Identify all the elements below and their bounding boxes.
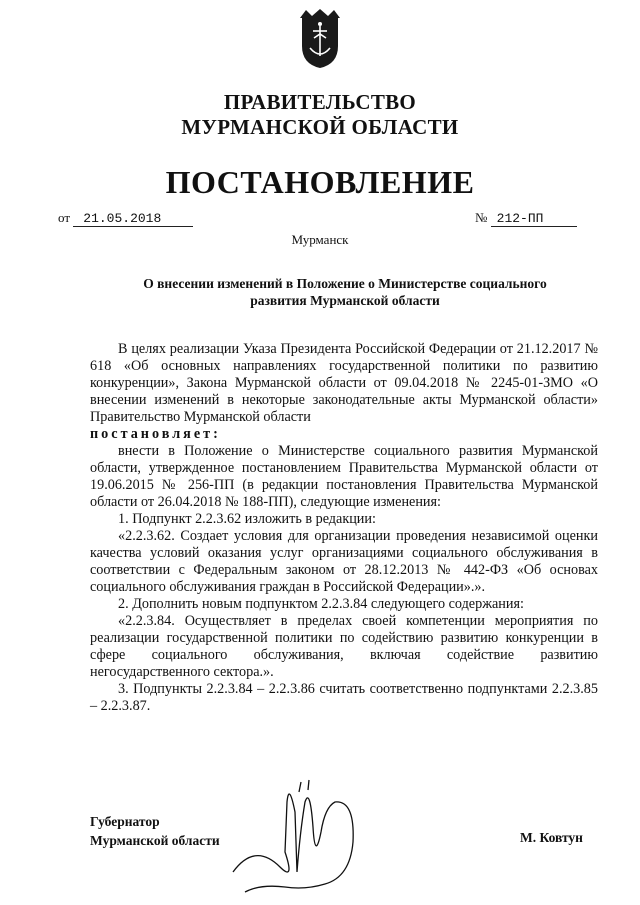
resolves-word: постановляет: bbox=[90, 426, 221, 442]
signatory-title bbox=[90, 812, 220, 850]
coat-of-arms-emblem bbox=[298, 8, 342, 70]
item-1-text: «2.2.3.62. Создает условия для организации проведения независимой оценки качества условий оказания услуг организациями социального обслуживания в соответствии с Федеральным законом от 28.12.2013 № 442-ФЗ «Об основах социального обслуживания граждан в Российской Федерации».». bbox=[90, 528, 598, 595]
handwritten-signature bbox=[225, 772, 375, 900]
item-2-text: «2.2.3.84. Осуществляет в пределах своей компетенции мероприятия по реализации государственной политики по содействию развитию конкуренции в сфере социального обслуживания, включая содействие развитию негосударственного сектора.». bbox=[90, 613, 598, 680]
item-1: 1. Подпункт 2.2.3.62 изложить в редакции: bbox=[118, 511, 376, 527]
document-type-title: ПОСТАНОВЛЕНИЕ bbox=[165, 164, 475, 200]
government-title-line2: МУРМАНСКОЙ ОБЛАСТИ bbox=[181, 115, 459, 139]
decree-body bbox=[90, 341, 598, 715]
item-3: 3. Подпункты 2.2.3.84 – 2.2.3.86 считать соответственно подпунктами 2.2.3.85 – 2.2.3.87. bbox=[90, 681, 598, 714]
date-prefix: от bbox=[58, 210, 71, 225]
signatory-title-line2: Мурманской области bbox=[90, 833, 220, 848]
number-prefix: № bbox=[475, 210, 488, 225]
subject-line1: О внесении изменений в Положение о Министерстве социального bbox=[143, 276, 547, 291]
intro-paragraph: В целях реализации Указа Президента Российской Федерации от 21.12.2017 № 618 «Об основных направлениях государственной политики по развитию конкуренции», Закона Мурманской области от 09.04.2018 № 2245-01-ЗМО «О внесении изменений в некоторые законодательные акты Мурманской области» Правительство Мурманской области bbox=[90, 341, 598, 425]
signatory-name: М. Ковтун bbox=[520, 830, 583, 845]
government-title-line1: ПРАВИТЕЛЬСТВО bbox=[223, 90, 417, 114]
decree-date bbox=[58, 210, 193, 227]
subject-line2: развития Мурманской области bbox=[250, 293, 440, 308]
number-value: 212-ПП bbox=[491, 211, 577, 227]
date-value: 21.05.2018 bbox=[73, 211, 193, 227]
decree-subject bbox=[90, 275, 600, 309]
signatory-title-line1: Губернатор bbox=[90, 814, 160, 829]
decree-number bbox=[475, 210, 577, 227]
item-2: 2. Дополнить новым подпунктом 2.2.3.84 следующего содержания: bbox=[118, 596, 524, 612]
city-name: Мурманск bbox=[291, 232, 349, 247]
amend-paragraph: внести в Положение о Министерстве социального развития Мурманской области, утвержденное постановлением Правительства Мурманской области от 19.06.2015 № 256-ПП (в редакции постановления Правительства Мурманской области от 26.04.2018 № 188-ПП), следующие изменения: bbox=[90, 443, 598, 510]
